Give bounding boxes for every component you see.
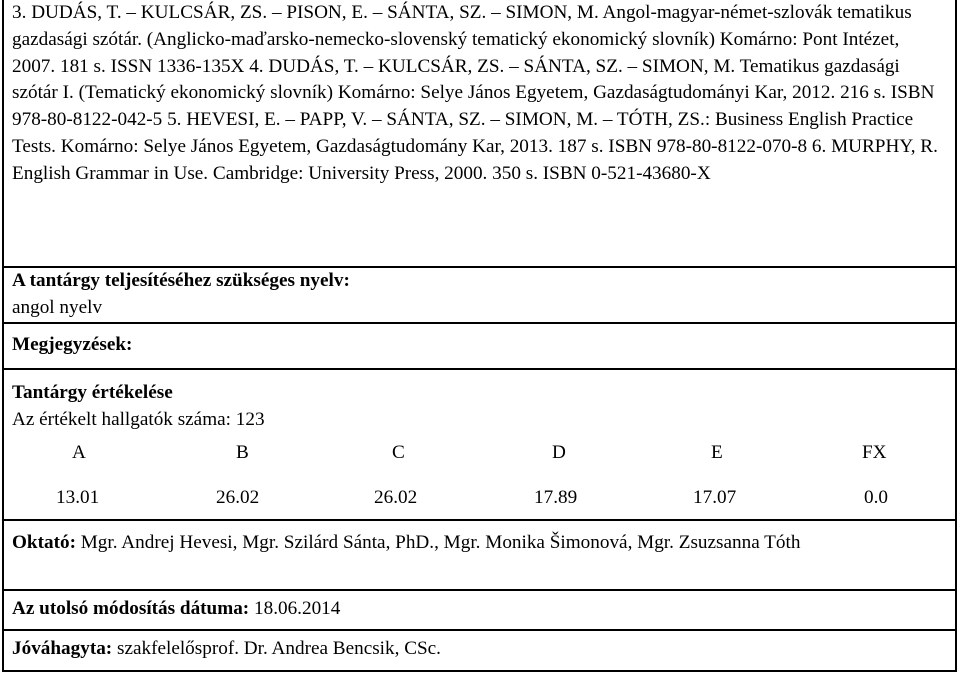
evaluation-section xyxy=(4,370,955,521)
grade-letter: D xyxy=(552,442,566,463)
notes-section xyxy=(4,324,955,370)
grade-percent: 0.0 xyxy=(864,487,888,508)
grade-percent: 17.89 xyxy=(534,487,578,508)
teachers-section xyxy=(4,521,955,591)
language-value: angol nyelv xyxy=(12,297,103,318)
evaluation-label: Tantárgy értékelése xyxy=(12,382,173,403)
literature-section xyxy=(4,0,955,268)
modified-label: Az utolsó módosítás dátuma: xyxy=(12,598,250,619)
modified-date: 18.06.2014 xyxy=(254,598,341,619)
grade-letter: A xyxy=(72,442,86,463)
grade-letter: B xyxy=(236,442,249,463)
grade-letter: FX xyxy=(862,442,887,463)
notes-label: Megjegyzések: xyxy=(12,334,133,355)
grade-percent: 17.07 xyxy=(693,487,737,508)
language-section xyxy=(4,268,955,324)
course-sheet xyxy=(2,0,957,672)
grade-letter: C xyxy=(392,442,405,463)
grade-percent: 26.02 xyxy=(216,487,260,508)
grade-percent: 26.02 xyxy=(374,487,418,508)
approved-label: Jóváhagyta: xyxy=(12,638,113,659)
language-label: A tantárgy teljesítéséhez szükséges nyelv: xyxy=(12,270,350,291)
evaluated-count: Az értékelt hallgatók száma: 123 xyxy=(12,409,265,430)
teachers-label: Oktató: xyxy=(12,532,76,553)
grade-letter: E xyxy=(711,442,723,463)
approval-section xyxy=(4,631,955,670)
modified-section xyxy=(4,591,955,631)
language-label-line xyxy=(12,270,350,292)
literature-list: 3. DUDÁS, T. – KULCSÁR, ZS. – PISON, E. – SÁNTA, SZ. – SIMON, M. Angol-magyar-német-szlovák tematikus gazdasági szótár. (Anglicko-maďarsko-nemecko-slovenský tematický ekonomický slovník) Komárno: Pont Intézet, 2007. 181 s. ISSN 1336-135X 4. DUDÁS, T. – KULCSÁR, ZS. – SÁNTA, SZ. – SIMON, M. Tematikus gazdasági szótár I. (Tematický ekonomický slovník) Komárno: Selye János Egyetem, Gazdaságtudományi Kar, 2012. 216 s. ISBN 978-80-8122-042-5 5. HEVESI, E. – PAPP, V. – SÁNTA, SZ. – SIMON, M. – TÓTH, ZS.: Business English Practice Tests. Komárno: Selye János Egyetem, Gazdaságtudomány Kar, 2013. 187 s. ISBN 978-80-8122-070-8 6. MURPHY, R. English Grammar in Use. Cambridge: University Press, 2000. 350 s. ISBN 0-521-43680-X xyxy=(12,2,938,184)
grade-percent: 13.01 xyxy=(56,487,100,508)
approved-value: szakfelelősprof. Dr. Andrea Bencsik, CSc. xyxy=(117,638,441,659)
teachers-value: Mgr. Andrej Hevesi, Mgr. Szilárd Sánta, PhD., Mgr. Monika Šimonová, Mgr. Zsuzsanna Tóth xyxy=(80,532,801,553)
